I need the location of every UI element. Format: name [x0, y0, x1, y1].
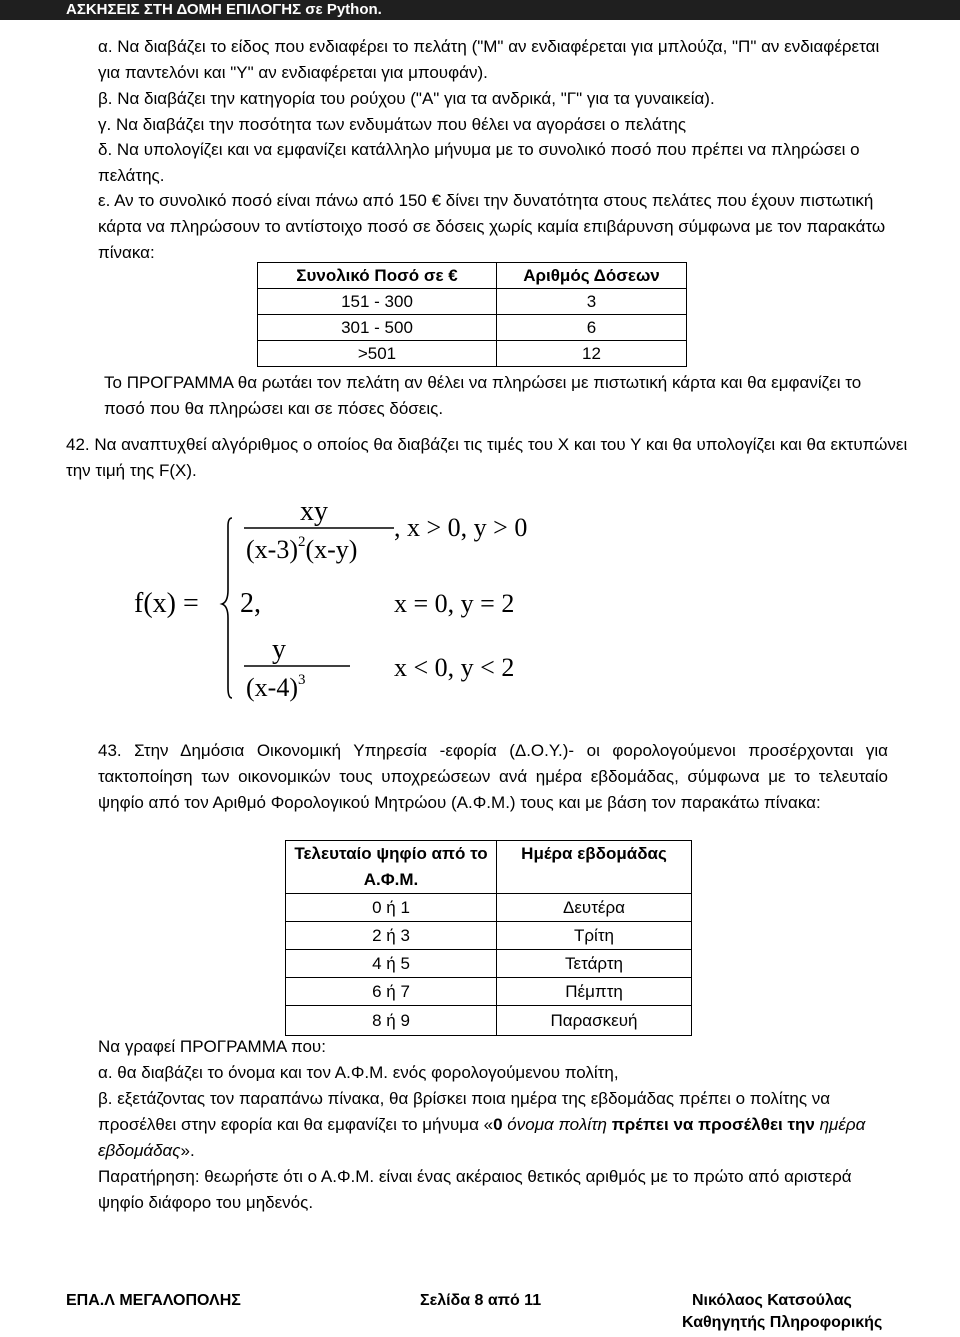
case1-numerator: xy [300, 496, 328, 527]
formula-brace [222, 518, 232, 698]
installments-table [257, 262, 687, 367]
case2-value: 2, [240, 588, 261, 619]
item-c: γ. Να διαβάζει την ποσότητα των ενδυμάτων που θέλει να αγοράσει ο πελάτης [98, 115, 687, 134]
item-e-lead: ε. Αν το συνολικό ποσό είναι πάνω από 150 [98, 191, 427, 210]
item-a: α. Να διαβάζει το είδος που ενδιαφέρει το πελάτη ("Μ" αν ενδιαφέρεται για μπλούζα, "Π" αν ενδιαφέρεται για παντελόνι και "Υ" αν ενδιαφέρεται για μπουφάν). [98, 37, 880, 82]
case3-numerator: y [272, 634, 286, 665]
program-note: Το ΠΡΟΓΡΑΜΜΑ θα ρωτάει τον πελάτη αν θέλει να πληρώσει με πιστωτική κάρτα και θα εμφανίζει το ποσό που θα πληρώσει και σε πόσες δόσεις. [104, 373, 862, 418]
page-header: ΑΣΚΗΣΕΙΣ ΣΤΗ ΔΟΜΗ ΕΠΙΛΟΓΗΣ σε Python. [0, 0, 960, 20]
table-row: 301 - 500 6 [258, 315, 687, 341]
observation-note: Παρατήρηση: θεωρήστε ότι ο Α.Φ.Μ. είναι ένας ακέραιος θετικός αριθμός με το πρώτο από αριστερά ψηφίο διάφορο του μηδενός. [98, 1167, 852, 1212]
table-row: 8 ή 9 Παρασκευή [286, 1006, 692, 1036]
case3-denominator: $(x-4)^3$ [246, 672, 306, 702]
item-b: β. Να διαβάζει την κατηγορία του ρούχου ("Α" για τα ανδρικά, "Γ" για τα γυναικεία). [98, 89, 715, 108]
piecewise-formula [132, 492, 562, 714]
case3-condition: x < 0, y < 2 [394, 653, 515, 682]
exercise-42: 42. Να αναπτυχθεί αλγόριθμος ο οποίος θα διαβάζει τις τιμές του Χ και του Υ και θα υπολογίζει και θα εκτυπώνει την τιμή της F(X). [66, 435, 908, 480]
table-row: 2 ή 3 Τρίτη [286, 922, 692, 950]
table-row: 6 ή 7 Πέμπτη [286, 978, 692, 1006]
table-row: 0 ή 1 Δευτέρα [286, 894, 692, 922]
case2-condition: x = 0, y = 2 [394, 589, 515, 618]
footer-author: Νικόλαος Κατσούλας [692, 1292, 852, 1309]
formula-lhs: f(x) = [134, 588, 199, 619]
footer-page-number: Σελίδα 8 από 11 [420, 1292, 542, 1309]
weekday-header-day: Ημέρα εβδομάδας [497, 841, 692, 894]
footer-role: Καθηγητής Πληροφορικής [682, 1314, 883, 1331]
table-row: >501 12 [258, 341, 687, 367]
program-intro: Να γραφεί ΠΡΟΓΡΑΜΜΑ που: [98, 1037, 326, 1056]
case1-condition: , x > 0, y > 0 [394, 513, 528, 542]
case1-denominator: $(x-3)^2(x-y)$ [246, 534, 358, 564]
exercise-43: 43. Στην Δημόσια Οικονομική Υπηρεσία -εφορία (Δ.Ο.Υ.)- οι φορολογούμενοι προσέρχονται για τακτοποίηση των οικονομικών τους υποχρεώσεων ανά ημέρα εβδομάδας, σύμφωνα με το τελευταίο ψηφίο από τον Αριθμό Φορολογικού Μητρώου (Α.Φ.Μ.) τους και με βάση τον παρακάτω πίνακα: [98, 741, 888, 812]
requirement-b: β. εξετάζοντας τον παραπάνω πίνακα, θα βρίσκει ποια ημέρα της εβδομάδας πρέπει ο πολίτης να προσέλθει στην εφορία και θα εμφανίζει το μήνυμα «0 όνομα πολίτη πρέπει να προσέλθει την ημέρα εβδομάδας». [98, 1089, 866, 1160]
table-row: 4 ή 5 Τετάρτη [286, 950, 692, 978]
installments-header-amount: Συνολικό Ποσό σε € [258, 263, 497, 289]
item-e [98, 188, 888, 266]
item-d: δ. Να υπολογίζει και να εμφανίζει κατάλληλο μήνυμα με το συνολικό ποσό που πρέπει να πληρώσει ο πελάτης. [98, 140, 860, 185]
footer-school: ΕΠΑ.Λ ΜΕΓΑΛΟΠΟΛΗΣ [66, 1292, 241, 1309]
weekday-table [285, 840, 692, 1036]
item-e-rest: δίνει την δυνατότητα στους πελάτες που έχουν πιστωτική κάρτα να πληρώσουν το αντίστοιχο ποσό σε δόσεις χωρίς καμία επιβάρυνση σύμφωνα με τον παρακάτω πίνακα: [98, 191, 886, 262]
requirement-a: α. θα διαβάζει το όνομα και τον Α.Φ.Μ. ενός φορολογούμενου πολίτη, [98, 1063, 619, 1082]
weekday-header-digit: Τελευταίο ψηφίο από το Α.Φ.Μ. [286, 841, 497, 894]
euro-symbol [427, 191, 441, 210]
installments-header-count: Αριθμός Δόσεων [497, 263, 687, 289]
table-row: 151 - 300 3 [258, 289, 687, 315]
